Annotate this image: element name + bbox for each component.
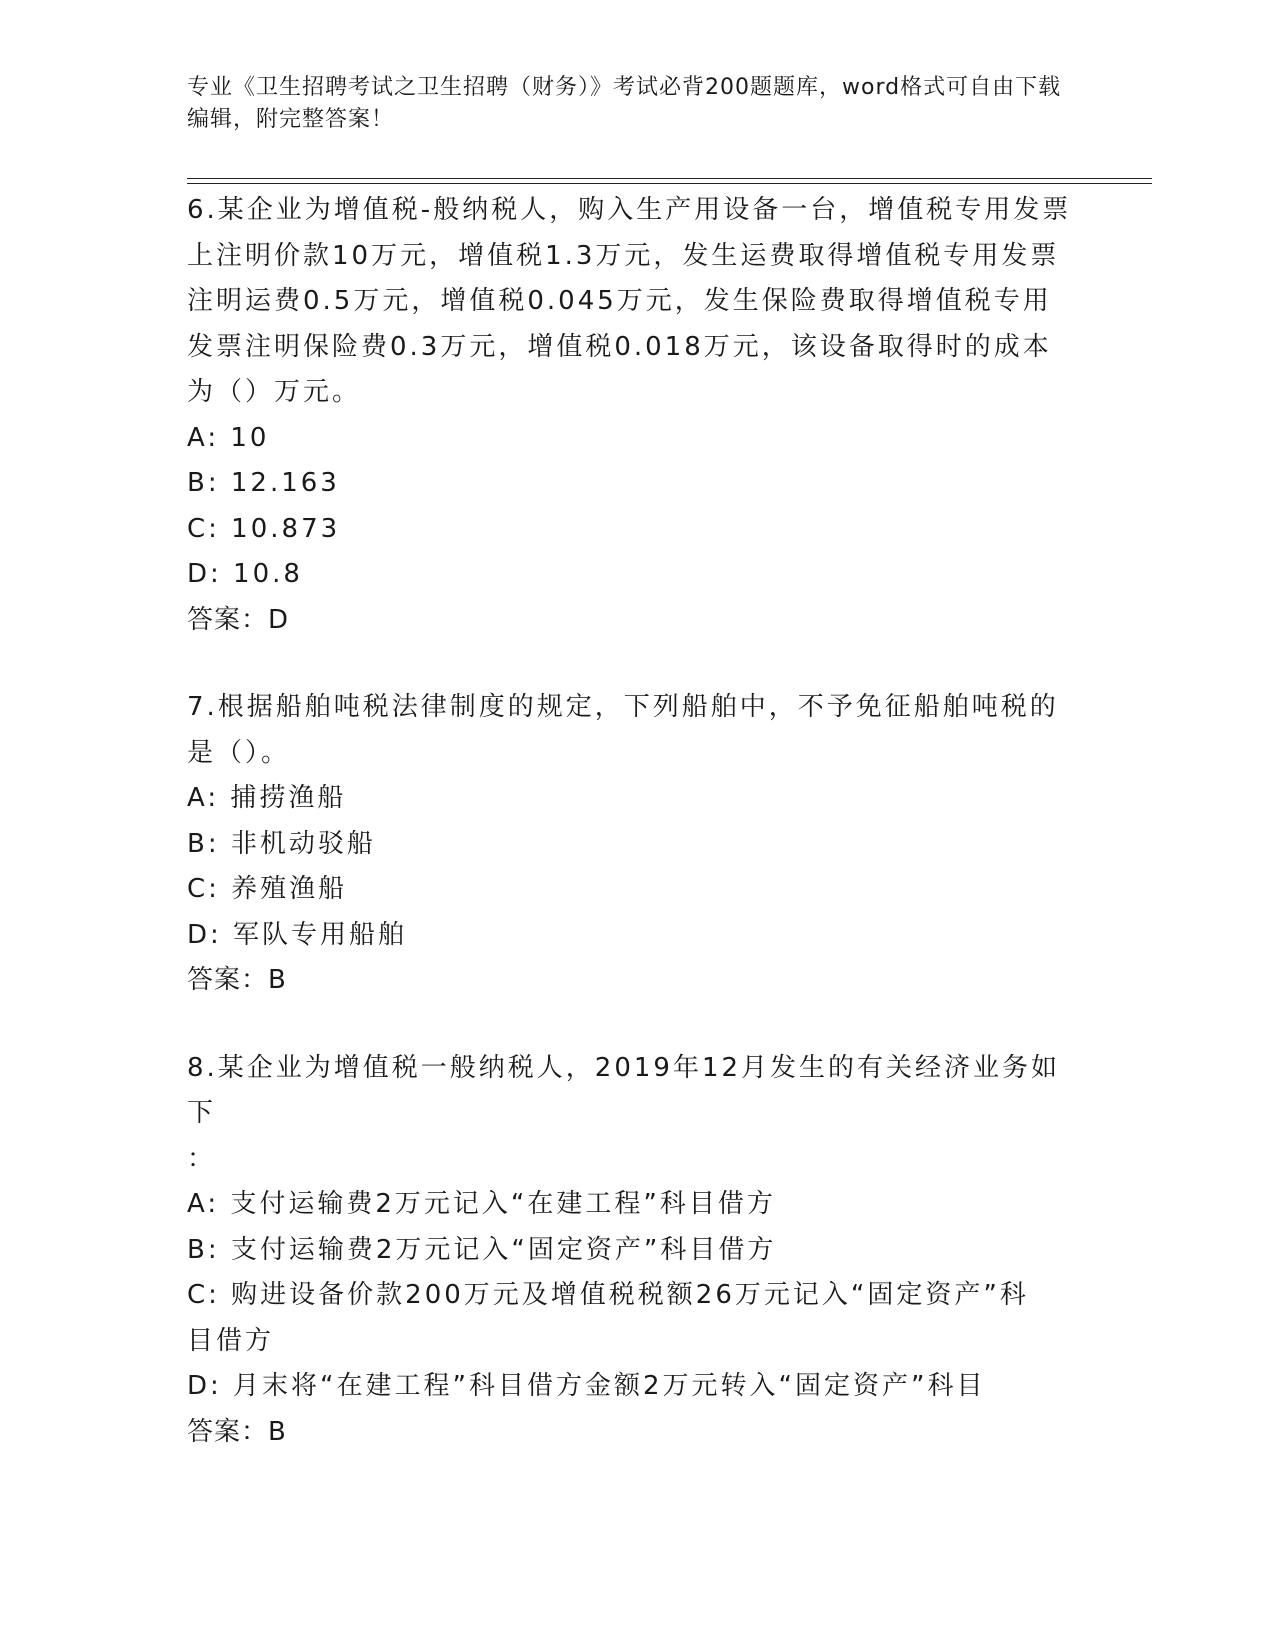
option-b: B: 12.163 (187, 468, 340, 498)
answer-line: 答案：B (187, 1416, 287, 1447)
option-a: A: 10 (187, 422, 270, 453)
option-c-continued: 目借方 (187, 1325, 275, 1356)
answer-line: 答案：B (187, 965, 287, 995)
answer-line: 答案：D (187, 604, 290, 635)
question-text-line: 8.某企业为增值税一般纳税人，2019年12月发生的有关经济业务如下 (187, 1052, 1061, 1128)
option-c: C: 购进设备价款200万元及增值税税额26万元记入“固定资产”科 (187, 1280, 1029, 1310)
question-text-line: 发票注明保险费0.3万元，增值税0.018万元，该设备取得时的成本 (187, 331, 1052, 362)
question-6 (187, 188, 1087, 643)
question-text-line: 6.某企业为增值税-般纳税人，购入生产用设备一台，增值税专用发票 (187, 195, 1072, 225)
question-spacer (187, 1004, 1087, 1046)
question-text-line: ： (187, 1143, 217, 1174)
option-d: D: 军队专用船舶 (187, 919, 408, 950)
document-header: 专业《卫生招聘考试之卫生招聘（财务）》考试必背200题题库，word格式可自由下载编辑，附完整答案！ (187, 75, 1062, 132)
question-list (187, 188, 1087, 1455)
question-text-line: 为（）万元。 (187, 377, 362, 407)
question-text-line: 7.根据船舶吨税法律制度的规定，下列船舶中，不予免征船舶吨税的 (187, 692, 1059, 722)
question-text-line: 注明运费0.5万元，增值税0.045万元，发生保险费取得增值税专用 (187, 286, 1052, 316)
question-text-line: 是（）。 (187, 737, 291, 768)
question-text-line: 上注明价款10万元，增值税1.3万元，发生运费取得增值税专用发票 (187, 240, 1060, 271)
option-b: B: 非机动驳船 (187, 828, 376, 859)
question-spacer (187, 643, 1087, 685)
option-b: B: 支付运输费2万元记入“固定资产”科目借方 (187, 1234, 777, 1265)
question-8 (187, 1046, 1087, 1456)
option-c: C: 养殖渔船 (187, 874, 348, 904)
option-a: A: 捕捞渔船 (187, 783, 347, 813)
option-d: D: 10.8 (187, 559, 303, 589)
question-7 (187, 685, 1087, 1004)
header-divider-top (187, 178, 1152, 179)
option-d: D: 月末将“在建工程”科目借方金额2万元转入“固定资产”科目 (187, 1371, 986, 1401)
header-divider-bottom (187, 183, 1152, 184)
option-c: C: 10.873 (187, 513, 341, 544)
option-a: A: 支付运输费2万元记入“在建工程”科目借方 (187, 1189, 776, 1219)
